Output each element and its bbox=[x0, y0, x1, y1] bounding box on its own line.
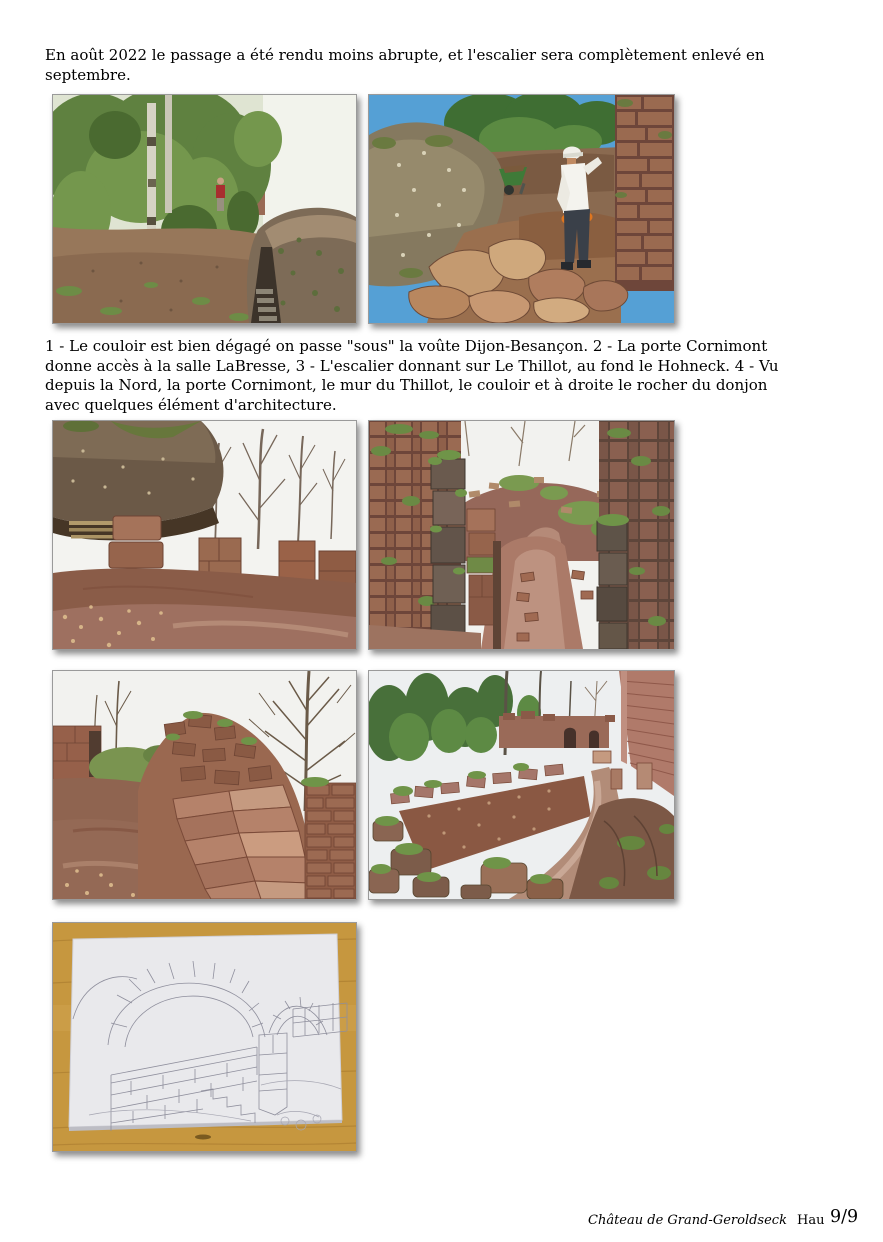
photo-doorway-illustration bbox=[369, 421, 674, 649]
photo-corridor-illustration bbox=[53, 421, 356, 649]
photo-drawing-illustration bbox=[53, 923, 356, 1151]
intro-line: En août 2022 le passage a été rendu moins abrupte, et l'escalier sera complètement enlevé en bbox=[45, 46, 765, 64]
photo-staircase bbox=[52, 670, 357, 900]
caption-line: depuis la Nord, la porte Cornimont, le mur du Thillot, le couloir et à droite le rocher du donjon bbox=[45, 376, 768, 394]
caption-line: 1 - Le couloir est bien dégagé on passe "sous" la voûte Dijon-Besançon. 2 - La porte Cornimont bbox=[45, 337, 768, 355]
photo-worker-illustration bbox=[369, 95, 674, 323]
photo-drawing bbox=[52, 922, 357, 1152]
photo-excavation-path bbox=[52, 94, 357, 324]
caption-line: donne accès à la salle LaBresse, 3 - L'escalier donnant sur Le Thillot, au fond le Hohneck. 4 - Vu bbox=[45, 356, 779, 375]
intro-paragraph bbox=[45, 46, 765, 85]
footer-page-number: 9/9 bbox=[830, 1207, 859, 1227]
photo-corridor-vault bbox=[52, 420, 357, 650]
photo-staircase-illustration bbox=[53, 671, 356, 899]
caption-paragraph bbox=[45, 337, 778, 415]
photo-worker-passage bbox=[368, 94, 675, 324]
caption-line: avec quelques élément d'architecture. bbox=[45, 395, 337, 414]
photo-north-view bbox=[368, 670, 675, 900]
photo-north-view-illustration bbox=[369, 671, 674, 899]
footer-document-title: Château de Grand-Geroldseck bbox=[588, 1213, 787, 1228]
photo-excavation-path-illustration bbox=[53, 95, 356, 323]
intro-line: septembre. bbox=[45, 65, 131, 84]
footer-author: Hau bbox=[797, 1213, 825, 1228]
photo-porte-cornimont bbox=[368, 420, 675, 650]
